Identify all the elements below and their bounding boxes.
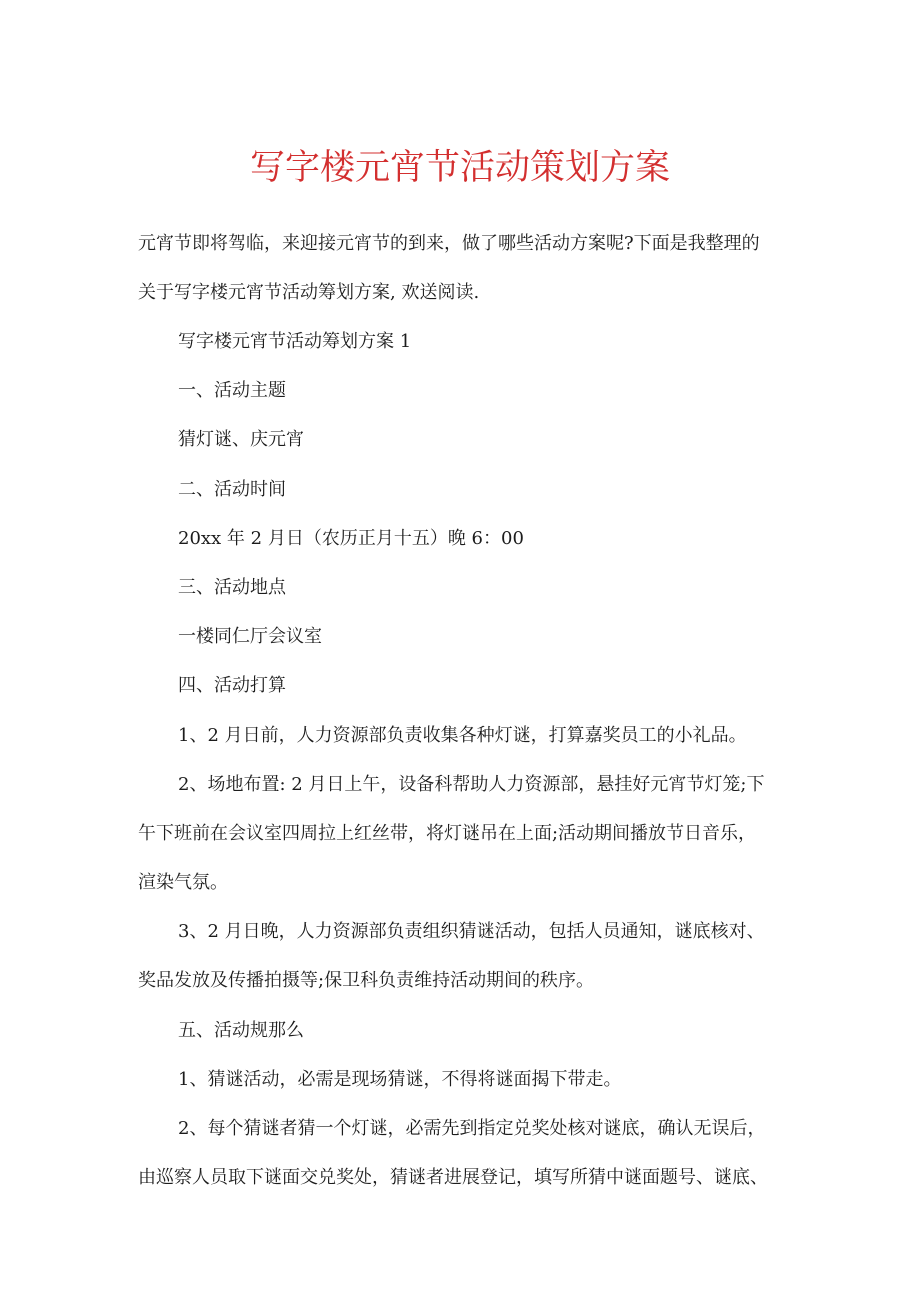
rule-1: 1、猜谜活动，必需是现场猜谜，不得将谜面揭下带走。 xyxy=(178,1069,622,1090)
rule-2-line: 2、每个猜谜者猜一个灯谜，必需先到指定兑奖处核对谜底，确认无误后， xyxy=(178,1118,766,1139)
intro-line: 关于写字楼元宵节活动筹划方案, 欢送阅读. xyxy=(138,282,480,303)
plan-item-2-line: 午下班前在会议室四周拉上红丝带，将灯谜吊在上面;活动期间播放节日音乐， xyxy=(138,823,757,844)
rules-heading: 五、活动规那么 xyxy=(178,1020,304,1041)
intro-line: 元宵节即将驾临，来迎接元宵节的到来，做了哪些活动方案呢?下面是我整理的 xyxy=(138,233,760,254)
time-heading: 二、活动时间 xyxy=(178,479,286,500)
plan-item-3-line: 奖品发放及传播拍摄等;保卫科负责维持活动期间的秩序。 xyxy=(138,970,595,991)
plan-item-3-line: 3、2 月日晚，人力资源部负责组织猜谜活动，包括人员通知，谜底核对、 xyxy=(178,921,765,942)
plan-item-2-line: 渲染气氛。 xyxy=(138,872,228,893)
theme-text: 猜灯谜、庆元宵 xyxy=(178,429,304,450)
plan-heading: 四、活动打算 xyxy=(178,675,286,696)
plan-item-2-line: 2、场地布置: 2 月日上午，设备科帮助人力资源部，悬挂好元宵节灯笼;下 xyxy=(178,774,765,795)
document-title: 写字楼元宵节活动策划方案 xyxy=(249,148,670,188)
time-text: 20xx 年 2 月日（农历正月十五）晚 6：00 xyxy=(178,528,524,549)
plan-item-1: 1、2 月日前，人力资源部负责收集各种灯谜，打算嘉奖员工的小礼品。 xyxy=(178,725,747,746)
rule-2-line: 由巡察人员取下谜面交兑奖处，猜谜者进展登记，填写所猜中谜面题号、谜底、 xyxy=(138,1167,768,1188)
place-text: 一楼同仁厅会议室 xyxy=(178,626,322,647)
theme-heading: 一、活动主题 xyxy=(178,380,286,401)
place-heading: 三、活动地点 xyxy=(178,577,286,598)
section-title: 写字楼元宵节活动筹划方案 1 xyxy=(178,331,412,352)
